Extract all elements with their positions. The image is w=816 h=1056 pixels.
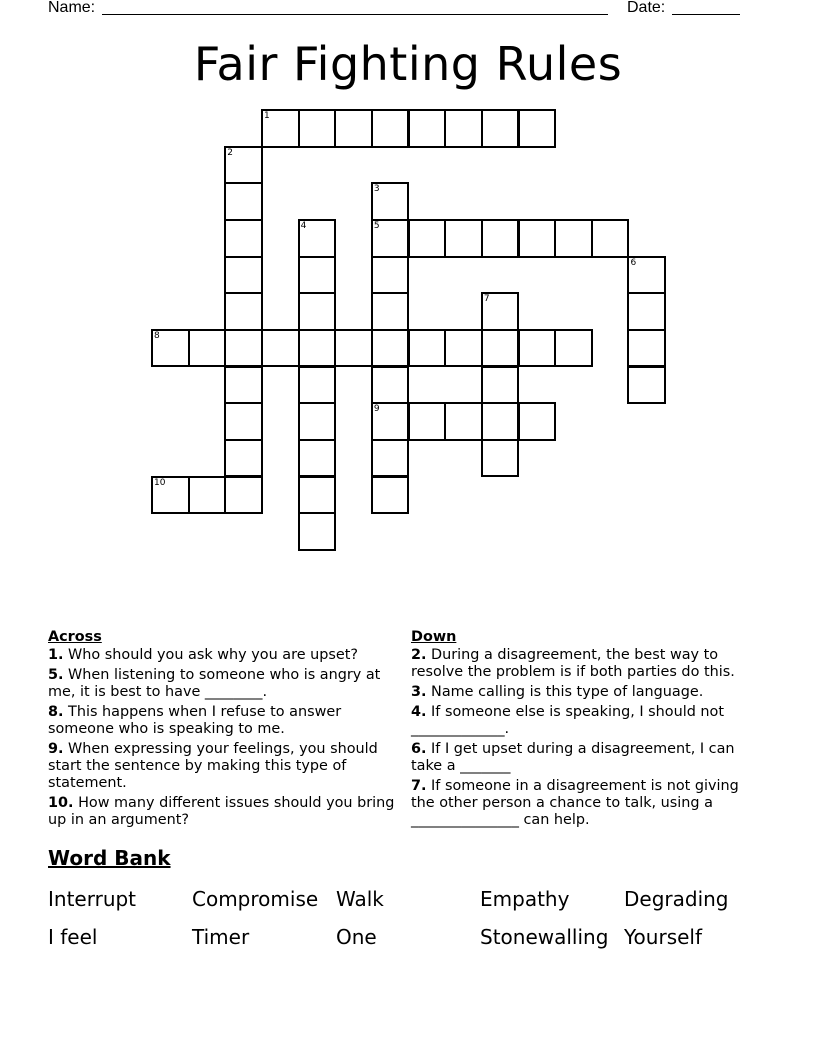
crossword-cell[interactable] — [298, 109, 337, 148]
crossword-cell[interactable] — [371, 476, 410, 515]
down-clues — [411, 629, 761, 832]
clue-across-9 — [48, 741, 396, 792]
crossword-cell[interactable] — [188, 476, 227, 515]
crossword-cell[interactable] — [261, 329, 300, 368]
crossword-cell[interactable] — [371, 329, 410, 368]
name-label: Name: — [48, 0, 96, 16]
clue-text: If someone in a disagreement is not giving the other person a chance to talk, using a _______________ can help. — [411, 778, 739, 828]
clue-number-label: 4 — [300, 220, 307, 231]
crossword-cell[interactable] — [151, 329, 190, 368]
clue-number-label: 9 — [373, 404, 380, 415]
crossword-cell[interactable] — [481, 109, 520, 148]
clue-number-label: 8 — [154, 330, 160, 341]
crossword-cell[interactable] — [444, 109, 483, 148]
crossword-cell[interactable] — [298, 329, 337, 368]
clue-number: 4. — [411, 704, 427, 720]
crossword-cell[interactable] — [554, 219, 593, 258]
crossword-cell[interactable] — [224, 256, 263, 295]
word-bank-title: Word Bank — [48, 846, 171, 870]
across-clues — [48, 629, 396, 832]
crossword-cell[interactable] — [298, 512, 337, 551]
crossword-cell[interactable] — [261, 109, 300, 148]
crossword-cell[interactable] — [518, 329, 557, 368]
word-bank-item: Walk — [336, 887, 384, 911]
page-title: Fair Fighting Rules — [193, 37, 623, 91]
crossword-cell[interactable] — [371, 182, 410, 221]
word-bank-item: Yourself — [624, 925, 703, 949]
clue-text: When expressing your feelings, you should start the sentence by making this type of statement. — [48, 741, 378, 791]
crossword-cell[interactable] — [224, 476, 263, 515]
clue-number: 9. — [48, 741, 64, 757]
crossword-cell[interactable] — [408, 109, 447, 148]
crossword-cell[interactable] — [518, 219, 557, 258]
crossword-cell[interactable] — [334, 109, 373, 148]
clue-down-6 — [411, 741, 761, 775]
crossword-cell[interactable] — [481, 329, 520, 368]
crossword-cell[interactable] — [371, 256, 410, 295]
clue-text: During a disagreement, the best way to resolve the problem is if both parties do this. — [411, 647, 735, 680]
crossword-cell[interactable] — [481, 402, 520, 441]
crossword-cell[interactable] — [444, 219, 483, 258]
down-heading: Down — [411, 629, 457, 645]
clue-text: Who should you ask why you are upset? — [63, 647, 359, 663]
crossword-cell[interactable] — [518, 109, 557, 148]
clue-number-label: 1 — [263, 111, 270, 121]
crossword-cell[interactable] — [151, 476, 190, 515]
crossword-cell[interactable] — [481, 439, 520, 478]
clue-text: This happens when I refuse to answer someone who is speaking to me. — [48, 704, 342, 737]
crossword-cell[interactable] — [224, 182, 263, 221]
crossword-cell[interactable] — [371, 439, 410, 478]
crossword-cell[interactable] — [627, 256, 666, 295]
crossword-cell[interactable] — [188, 329, 227, 368]
clue-across-1 — [48, 647, 396, 664]
clue-number: 5. — [48, 667, 64, 683]
crossword-cell[interactable] — [371, 292, 410, 331]
crossword-cell[interactable] — [627, 292, 666, 331]
crossword-cell[interactable] — [408, 402, 447, 441]
crossword-cell[interactable] — [371, 109, 410, 148]
crossword-cell[interactable] — [298, 292, 337, 331]
clue-number: 6. — [411, 741, 427, 757]
word-bank-item: Empathy — [480, 887, 570, 911]
crossword-cell[interactable] — [371, 219, 410, 258]
crossword-cell[interactable] — [298, 476, 337, 515]
clue-text: If someone else is speaking, I should not _____________. — [411, 704, 724, 737]
crossword-cell[interactable] — [224, 292, 263, 331]
clue-across-10 — [48, 795, 396, 829]
crossword-cell[interactable] — [554, 329, 593, 368]
clue-down-3 — [411, 684, 761, 701]
crossword-cell[interactable] — [371, 366, 410, 405]
word-bank-item: Timer — [192, 925, 250, 949]
clue-number: 10. — [48, 795, 74, 811]
across-heading: Across — [48, 629, 102, 645]
crossword-cell[interactable] — [627, 329, 666, 368]
crossword-cell[interactable] — [224, 366, 263, 405]
clue-number-label: 6 — [630, 257, 637, 268]
crossword-cell[interactable] — [518, 402, 557, 441]
word-bank-item: Interrupt — [48, 887, 137, 911]
crossword-cell[interactable] — [408, 329, 447, 368]
clue-number: 2. — [411, 647, 427, 663]
clue-text: Name calling is this type of language. — [426, 684, 704, 700]
word-bank-item: Stonewalling — [480, 925, 609, 949]
crossword-cell[interactable] — [444, 402, 483, 441]
crossword-cell[interactable] — [298, 366, 337, 405]
crossword-cell[interactable] — [298, 256, 337, 295]
crossword-cell[interactable] — [224, 219, 263, 258]
crossword-cell[interactable] — [224, 402, 263, 441]
crossword-cell[interactable] — [481, 219, 520, 258]
word-bank-item: One — [336, 925, 377, 949]
clue-number-label: 7 — [483, 294, 490, 305]
crossword-cell[interactable] — [224, 439, 263, 478]
clue-number: 8. — [48, 704, 64, 720]
clue-number-label: 3 — [373, 184, 380, 195]
clue-text: When listening to someone who is angry at me, it is best to have ________. — [48, 667, 381, 700]
clue-number-label: 5 — [373, 220, 380, 231]
crossword-cell[interactable] — [224, 146, 263, 185]
crossword-cell[interactable] — [408, 219, 447, 258]
clue-number: 7. — [411, 778, 427, 794]
clue-down-2 — [411, 647, 761, 681]
clue-number-label: 2 — [227, 147, 234, 158]
word-bank-item: Compromise — [192, 887, 319, 911]
clue-down-4 — [411, 704, 761, 738]
clue-down-7 — [411, 778, 761, 829]
crossword-cell[interactable] — [591, 219, 630, 258]
crossword-cell[interactable] — [481, 366, 520, 405]
clue-across-5 — [48, 667, 396, 701]
clue-text: How many different issues should you bring up in an argument? — [48, 795, 395, 828]
crossword-cell[interactable] — [298, 219, 337, 258]
crossword-cell[interactable] — [371, 402, 410, 441]
clue-number: 3. — [411, 684, 427, 700]
date-label: Date: — [627, 0, 666, 16]
clue-across-8 — [48, 704, 396, 738]
crossword-cell[interactable] — [627, 366, 666, 405]
crossword-cell[interactable] — [334, 329, 373, 368]
clue-text: If I get upset during a disagreement, I can take a _______ — [411, 741, 735, 774]
crossword-cell[interactable] — [298, 402, 337, 441]
word-bank-item: Degrading — [624, 887, 729, 911]
clue-number: 1. — [48, 647, 64, 663]
crossword-cell[interactable] — [444, 329, 483, 368]
crossword-cell[interactable] — [481, 292, 520, 331]
crossword-cell[interactable] — [224, 329, 263, 368]
word-bank-item: I feel — [48, 925, 98, 949]
crossword-cell[interactable] — [298, 439, 337, 478]
clue-number-label: 10 — [154, 477, 166, 488]
